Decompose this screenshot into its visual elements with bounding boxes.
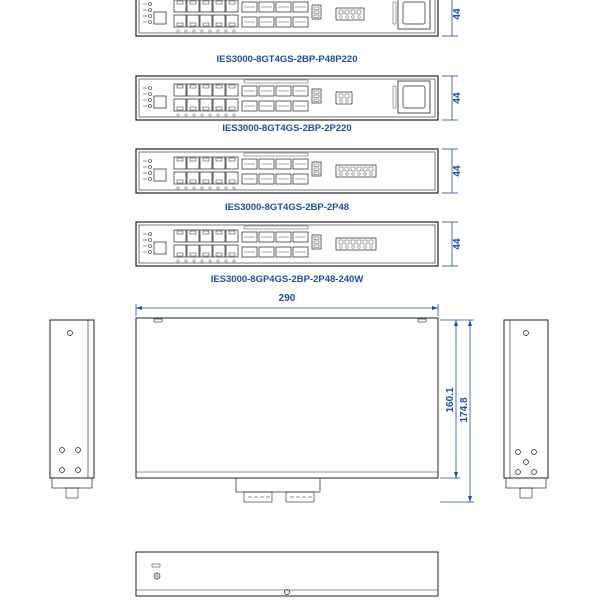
status-led <box>149 178 152 181</box>
status-led <box>149 233 152 236</box>
model-name-label: IES3000-8GT4GS-2BP-2P220 <box>222 123 352 134</box>
rj45-port <box>200 172 212 184</box>
rj45-port <box>187 230 199 242</box>
ac-inlet-label <box>393 86 396 108</box>
dip-switch-toggle <box>314 164 319 167</box>
panel-body <box>136 222 438 266</box>
terminal-screw <box>370 173 373 176</box>
panel-body <box>136 76 438 120</box>
panel-body <box>136 149 438 193</box>
rj45-port <box>200 230 212 242</box>
terminal-pin <box>339 167 343 171</box>
model-name-label: IES3000-8GP4GS-2BP-2P48-240W <box>210 274 364 285</box>
port-led <box>193 187 195 189</box>
port-led <box>185 30 187 32</box>
rj45-latch <box>177 253 183 256</box>
dip-switch-toggle <box>314 7 319 10</box>
rj45-port <box>187 0 199 12</box>
terminal-block <box>336 92 352 104</box>
port-led <box>193 30 195 32</box>
rj45-port <box>174 157 186 169</box>
terminal-pin <box>351 240 355 244</box>
rj45-port <box>226 0 238 12</box>
status-led <box>149 21 152 24</box>
terminal-pin <box>339 240 343 244</box>
terminal-pin <box>357 167 361 171</box>
terminal-pin <box>345 240 349 244</box>
port-led <box>217 30 219 32</box>
port-led <box>225 187 227 189</box>
rj45-port <box>213 15 225 27</box>
rj45-port <box>187 99 199 111</box>
rj45-latch <box>216 1 222 4</box>
terminal-screw <box>346 246 349 249</box>
rj45-latch <box>190 23 196 26</box>
dip-switch-toggle <box>314 168 319 171</box>
terminal-pin <box>369 240 373 244</box>
dip-switch-toggle <box>314 241 319 244</box>
port-led <box>209 114 211 116</box>
rj45-port <box>200 99 212 111</box>
port-led <box>177 114 179 116</box>
rj45-latch <box>216 158 222 161</box>
dip-switch-toggle <box>314 11 319 14</box>
rj45-latch <box>216 253 222 256</box>
rj45-latch <box>177 1 183 4</box>
rj45-port <box>226 84 238 96</box>
rj45-latch <box>229 158 235 161</box>
rj45-port <box>187 84 199 96</box>
rj45-latch <box>203 107 209 110</box>
rj45-latch <box>190 85 196 88</box>
console-port <box>154 12 166 24</box>
rj45-port <box>226 157 238 169</box>
status-led <box>149 166 152 169</box>
port-led <box>185 260 187 262</box>
terminal-pin <box>357 10 361 14</box>
port-led <box>193 114 195 116</box>
rj45-latch <box>216 180 222 183</box>
front-panel-1 <box>136 0 463 65</box>
terminal-screw <box>346 173 349 176</box>
rj45-port <box>187 157 199 169</box>
terminal-screw <box>340 16 343 19</box>
rj45-latch <box>203 158 209 161</box>
rear-view <box>136 552 438 596</box>
rj45-latch <box>203 85 209 88</box>
terminal-pin <box>357 240 361 244</box>
rj45-port <box>187 245 199 257</box>
width-dimension <box>136 293 438 316</box>
rj45-latch <box>190 1 196 4</box>
model-name-label: IES3000-8GT4GS-2BP-P48P220 <box>216 54 358 65</box>
rj45-port <box>226 15 238 27</box>
port-led <box>233 187 235 189</box>
rj45-port <box>174 245 186 257</box>
port-led <box>201 260 203 262</box>
rj45-latch <box>216 23 222 26</box>
terminal-screw <box>340 100 343 103</box>
rj45-latch <box>177 107 183 110</box>
rj45-latch <box>216 85 222 88</box>
rj45-port <box>200 157 212 169</box>
dip-switch-toggle <box>314 95 319 98</box>
rj45-latch <box>203 1 209 4</box>
terminal-screw <box>346 100 349 103</box>
rj45-port <box>213 157 225 169</box>
dip-switch-toggle <box>314 91 319 94</box>
top-view <box>136 318 438 502</box>
rj45-port <box>174 84 186 96</box>
rj45-port <box>200 15 212 27</box>
terminal-screw <box>352 16 355 19</box>
rj45-latch <box>177 231 183 234</box>
rj45-port <box>213 84 225 96</box>
status-led <box>149 251 152 254</box>
terminal-screw <box>340 246 343 249</box>
right-side-view <box>504 320 548 498</box>
ac-inlet-socket <box>403 2 425 24</box>
dip-switch-toggle <box>314 237 319 240</box>
rj45-latch <box>190 231 196 234</box>
terminal-screw <box>358 16 361 19</box>
status-led <box>149 3 152 6</box>
model-name-label: IES3000-8GT4GS-2BP-2P48 <box>224 202 350 213</box>
port-led <box>217 114 219 116</box>
dip-switch-toggle <box>314 245 319 248</box>
rj45-port <box>174 0 186 12</box>
rj45-port <box>213 99 225 111</box>
terminal-screw <box>352 246 355 249</box>
rj45-latch <box>229 85 235 88</box>
rj45-port <box>226 99 238 111</box>
sfp-label-strip <box>244 153 308 156</box>
width-dim-label: 290 <box>278 293 296 304</box>
port-led <box>233 30 235 32</box>
terminal-pin <box>369 167 373 171</box>
rj45-port <box>200 245 212 257</box>
status-led <box>149 15 152 18</box>
port-led <box>201 114 203 116</box>
height-dim-label: 44 <box>452 238 463 250</box>
rj45-port <box>174 15 186 27</box>
rj45-port <box>174 99 186 111</box>
port-led <box>209 260 211 262</box>
front-panel-4 <box>136 222 463 285</box>
sfp-label-strip <box>244 226 308 229</box>
height-dim-label: 44 <box>452 92 463 104</box>
rj45-port <box>213 245 225 257</box>
height-dim-label: 44 <box>452 165 463 177</box>
rj45-latch <box>203 180 209 183</box>
status-led <box>149 172 152 175</box>
port-led <box>185 187 187 189</box>
dip-switch-toggle <box>314 99 319 102</box>
ac-inlet-socket <box>403 86 425 108</box>
console-port <box>154 242 166 254</box>
rj45-port <box>200 0 212 12</box>
port-led <box>201 187 203 189</box>
port-led <box>225 260 227 262</box>
port-led <box>209 187 211 189</box>
terminal-screw <box>346 16 349 19</box>
rj45-latch <box>190 158 196 161</box>
rj45-latch <box>229 1 235 4</box>
panel-face <box>139 0 435 33</box>
rj45-port <box>226 230 238 242</box>
left-side-view <box>50 320 94 498</box>
rj45-port <box>213 0 225 12</box>
port-led <box>193 260 195 262</box>
rj45-port <box>226 245 238 257</box>
terminal-pin <box>363 167 367 171</box>
rj45-port <box>174 172 186 184</box>
rj45-port <box>187 172 199 184</box>
status-led <box>149 9 152 12</box>
dip-switch-toggle <box>314 15 319 18</box>
front-panel-3 <box>136 149 463 213</box>
terminal-screw <box>370 246 373 249</box>
status-led <box>149 160 152 163</box>
sfp-label-strip <box>244 80 308 83</box>
ac-inlet-label <box>393 2 396 24</box>
terminal-screw <box>364 173 367 176</box>
console-port <box>154 169 166 181</box>
terminal-pin <box>351 10 355 14</box>
rj45-latch <box>177 23 183 26</box>
port-led <box>217 260 219 262</box>
dip-switch-toggle <box>314 172 319 175</box>
port-led <box>177 260 179 262</box>
rj45-latch <box>190 107 196 110</box>
status-led <box>149 245 152 248</box>
terminal-pin <box>345 167 349 171</box>
terminal-pin <box>351 167 355 171</box>
terminal-screw <box>340 173 343 176</box>
terminal-screw <box>358 173 361 176</box>
depth-outer-label: 174.8 <box>459 397 470 423</box>
port-led <box>217 187 219 189</box>
rj45-latch <box>216 231 222 234</box>
rj45-latch <box>203 231 209 234</box>
port-led <box>233 260 235 262</box>
port-led <box>177 30 179 32</box>
port-led <box>209 30 211 32</box>
port-led <box>233 114 235 116</box>
rj45-latch <box>229 107 235 110</box>
front-panel-2 <box>136 76 463 134</box>
depth-dimensions <box>440 320 474 502</box>
rj45-port <box>213 172 225 184</box>
status-led <box>149 105 152 108</box>
rj45-latch <box>203 23 209 26</box>
rj45-port <box>200 84 212 96</box>
rj45-latch <box>229 180 235 183</box>
status-led <box>149 239 152 242</box>
rj45-port <box>187 15 199 27</box>
status-led <box>149 99 152 102</box>
rj45-latch <box>216 107 222 110</box>
rj45-latch <box>190 253 196 256</box>
height-dim-label: 44 <box>452 8 463 20</box>
terminal-screw <box>352 173 355 176</box>
rj45-port <box>226 172 238 184</box>
rj45-latch <box>229 23 235 26</box>
rj45-latch <box>190 180 196 183</box>
console-port <box>154 96 166 108</box>
rj45-latch <box>177 180 183 183</box>
status-led <box>149 93 152 96</box>
terminal-screw <box>358 246 361 249</box>
port-led <box>177 187 179 189</box>
panel-body <box>136 0 438 36</box>
terminal-pin <box>363 240 367 244</box>
front-panel-views <box>136 0 463 285</box>
status-led <box>149 87 152 90</box>
rj45-port <box>213 230 225 242</box>
port-led <box>201 30 203 32</box>
terminal-pin <box>339 10 343 14</box>
port-led <box>225 30 227 32</box>
rj45-latch <box>229 231 235 234</box>
port-led <box>225 114 227 116</box>
terminal-pin <box>345 94 349 98</box>
rj45-latch <box>229 253 235 256</box>
rj45-latch <box>177 85 183 88</box>
port-led <box>185 114 187 116</box>
terminal-pin <box>339 94 343 98</box>
terminal-screw <box>364 246 367 249</box>
terminal-pin <box>345 10 349 14</box>
rj45-latch <box>203 253 209 256</box>
rj45-port <box>174 230 186 242</box>
depth-inner-label: 160.1 <box>445 387 456 413</box>
rj45-latch <box>177 158 183 161</box>
